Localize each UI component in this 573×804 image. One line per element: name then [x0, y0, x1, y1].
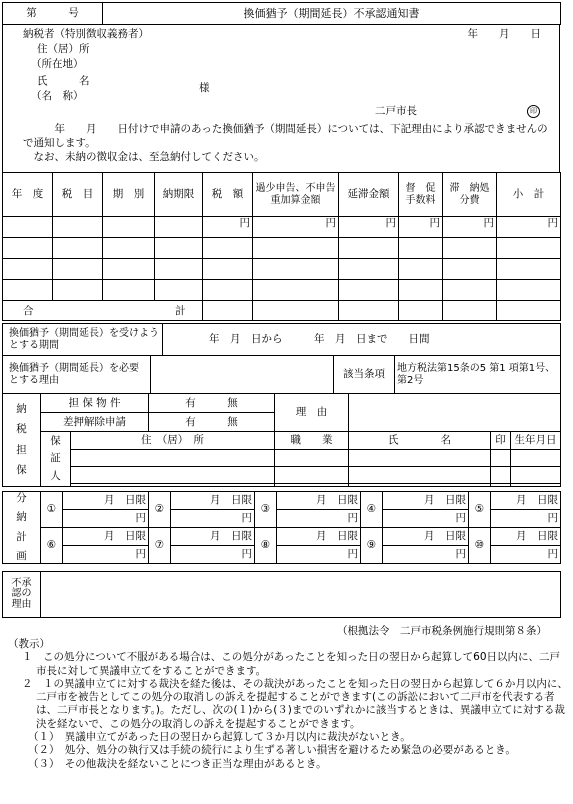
installment-date: 月 日限 [383, 492, 469, 510]
notice-2: ２ １の異議申立てに対する裁決を経た後は、その裁決があったことを知った日の翌日から起算して６か月以内に、二戸市を被告としてこの処分の取消しの訴えを提起することができます(この訴訟において二戸市を代表する者は、二戸市長となります。)。ただし、次の(１)から(３)までのいずれかに該当するときは、異議申立てに対する裁決を経ないで、この処分の取消しの訴えを提起することができます。 [22, 677, 568, 730]
total-label-1: 合 [23, 305, 34, 317]
guarantor-col-address: 住 （居） 所 [71, 432, 275, 450]
reason-label: 換価猶予（期間延長）を必要とする理由 [3, 356, 151, 394]
period-value: 年 月 日から 年 月 日まで 日間 [163, 324, 561, 356]
side-char: 税 [16, 423, 27, 436]
release-request-label: 差押解除申請 [41, 413, 149, 432]
installment-num: ② [149, 492, 171, 528]
legal-basis: （根拠法令 二戸市税条例施行規則第８条） [337, 625, 547, 637]
col-subtotal: 小 計 [497, 173, 561, 217]
installment-num: ⑨ [361, 528, 383, 564]
installment-date: 月 日限 [171, 492, 255, 510]
total-label-2: 計 [175, 305, 186, 317]
guarantor-side-label [41, 432, 71, 487]
guarantor-col-job: 職 業 [275, 432, 349, 450]
installment-amount: 円 [171, 510, 255, 528]
body-text-1: 年 月 日付けで申請のあった換価猶予（期間延長）については、下記理由により承認できませんので通知します。 [23, 123, 548, 149]
col-reminder-fee: 督 促手数料 [399, 173, 443, 217]
collateral-item-label: 担 保 物 件 [41, 394, 149, 413]
side-char: 納 [16, 511, 27, 524]
disapproval-label [3, 572, 41, 618]
side-char: 分 [16, 492, 27, 505]
disapproval-table [2, 571, 561, 618]
location-label: （所在地） [31, 58, 84, 70]
seal-icon: 印 [527, 105, 540, 118]
col-tax-item: 税 目 [53, 173, 103, 217]
name-paren-label: （名 称） [31, 90, 84, 102]
release-request-choice: 有 無 [149, 413, 275, 432]
installment-date: 月 日限 [491, 492, 561, 510]
residence-label: 住（居）所 [37, 43, 90, 55]
installment-num: ⑦ [149, 528, 171, 564]
body-text-2: なお、未納の徴収金は、至急納付してください。 [23, 151, 265, 163]
installment-amount: 円 [171, 546, 255, 564]
side-char: 計 [16, 530, 27, 543]
side-char: 画 [16, 549, 27, 562]
installment-amount: 円 [63, 546, 149, 564]
installment-num: ④ [361, 492, 383, 528]
installment-amount: 円 [383, 546, 469, 564]
installment-amount: 円 [383, 510, 469, 528]
table-row [3, 280, 561, 301]
installment-date: 月 日限 [63, 528, 149, 546]
article-label: 該当条項 [334, 356, 395, 394]
installment-date: 月 日限 [491, 528, 561, 546]
label-line: 理由 [11, 598, 32, 610]
label-line: 認の [11, 588, 32, 600]
table-row [3, 217, 561, 238]
side-char: 保 [16, 463, 27, 476]
col-penalty: 過少申告、不申告重加算金額 [253, 173, 339, 217]
table-row [3, 259, 561, 280]
tax-table-header [3, 173, 561, 217]
guarantor-col-seal: 印 [491, 432, 511, 450]
collateral-side-label [3, 394, 41, 487]
installment-num: ⑧ [255, 528, 277, 564]
installment-num: ⑥ [41, 528, 63, 564]
installment-table [2, 491, 561, 564]
side-char: 担 [16, 443, 27, 456]
period-label: 換価猶予（期間延長）を受けようとする期間 [3, 324, 163, 356]
yen-unit: 円 [443, 217, 497, 238]
taxpayer-label: 納税者（特別徴収義務者） [23, 28, 149, 40]
yen-unit: 円 [497, 217, 561, 238]
number-label: 第 号 [3, 3, 103, 25]
installment-amount: 円 [63, 510, 149, 528]
reason-table [2, 355, 561, 394]
collateral-item-choice: 有 無 [149, 394, 275, 413]
side-char: 人 [50, 469, 61, 482]
installment-num: ⑤ [469, 492, 491, 528]
notice-1: １ この処分について不服がある場合は、この処分があったことを知った日の翌日から起算して60日以内に、二戸市長に対して異議申立てをすることができます。 [22, 651, 561, 677]
guarantor-col-name: 氏 名 [349, 432, 491, 450]
page-title: 換価猶予（期間延長）不承認通知書 [103, 3, 561, 25]
side-char: 納 [16, 403, 27, 416]
side-char: 保 [50, 435, 61, 448]
col-late-fee: 延滞金額 [339, 173, 399, 217]
notice-2-1: （１） 異議申立てがあった日の翌日から起算して３か月以内に裁決がないとき。 [28, 731, 411, 744]
mayor-label: 二戸市長 [375, 105, 417, 117]
tax-table [2, 172, 561, 321]
seal-mark [527, 105, 540, 118]
installment-amount: 円 [491, 510, 561, 528]
guarantor-col-birth: 生年月日 [511, 432, 561, 450]
notice-2-2: （２） 処分、処分の執行又は手続の続行により生ずる著しい損害を避けるため緊急の必要があるとき。 [28, 744, 516, 757]
installment-amount: 円 [277, 510, 361, 528]
col-due-date: 納期限 [155, 173, 203, 217]
header-table [2, 2, 561, 25]
sama-label: 様 [199, 82, 210, 94]
yen-unit: 円 [253, 217, 339, 238]
installment-amount: 円 [491, 546, 561, 564]
date-field: 年 月 日 [467, 28, 541, 40]
name-label: 氏 名 [37, 75, 90, 87]
period-table [2, 323, 561, 356]
installment-num: ① [41, 492, 63, 528]
table-row [3, 238, 561, 259]
collateral-table [2, 393, 561, 487]
yen-unit: 円 [399, 217, 443, 238]
notice-2-3: （３） その他裁決を経ないことにつき正当な理由があるとき。 [28, 757, 327, 770]
installment-side-label [3, 492, 41, 564]
article-value: 地方税法第15条の5 第1 項第1号、第2号 [395, 356, 561, 394]
label-line: 不承 [11, 577, 32, 589]
side-char: 証 [50, 452, 61, 465]
col-year: 年 度 [3, 173, 53, 217]
yen-unit: 円 [203, 217, 253, 238]
col-disposal-fee: 滞 納処分費 [443, 173, 497, 217]
notice-title: （教示） [8, 638, 50, 650]
instruction-notes [8, 638, 568, 771]
total-row [3, 301, 561, 321]
installment-date: 月 日限 [383, 528, 469, 546]
installment-date: 月 日限 [63, 492, 149, 510]
installment-num: ⑩ [469, 528, 491, 564]
installment-num: ③ [255, 492, 277, 528]
address-block [2, 24, 560, 173]
col-tax-amount: 税 額 [203, 173, 253, 217]
collateral-reason-label: 理 由 [275, 394, 349, 432]
installment-amount: 円 [277, 546, 361, 564]
installment-date: 月 日限 [171, 528, 255, 546]
installment-date: 月 日限 [277, 528, 361, 546]
installment-date: 月 日限 [277, 492, 361, 510]
col-period: 期 別 [103, 173, 155, 217]
yen-unit: 円 [339, 217, 399, 238]
